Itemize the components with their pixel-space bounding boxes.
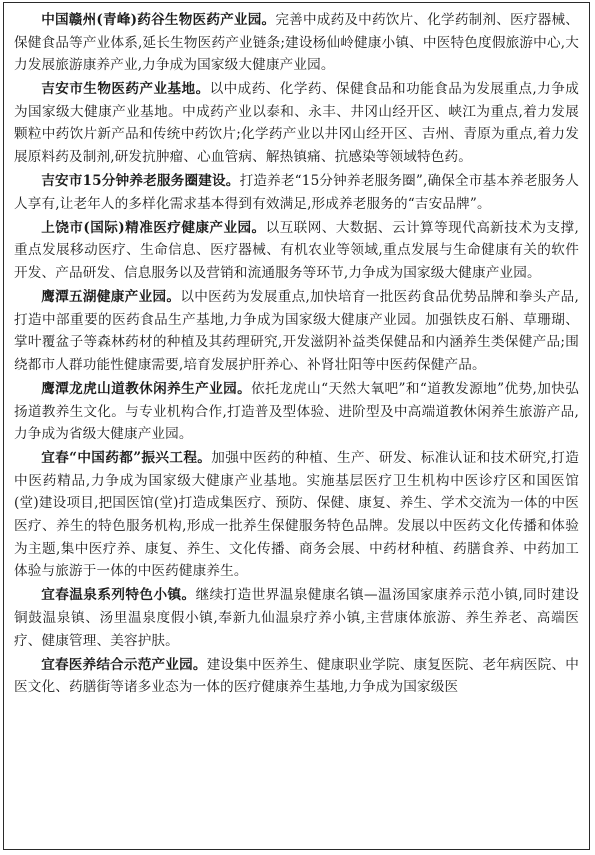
paragraph-yichun-medical-care-park: [14, 654, 579, 699]
paragraph-title: 上饶市(国际)精准医疗健康产业园。: [41, 219, 266, 236]
paragraph-body: 建设集中医养生、健康职业学院、康复医院、老年病医院、中医文化、药膳街等诸多业态为一体的医疗健康养生基地,力争成为国家级医: [14, 656, 579, 696]
paragraph-title: 宜春温泉系列特色小镇。: [41, 587, 196, 604]
paragraph-title: 吉安市生物医药产业基地。: [41, 81, 210, 98]
paragraph-jian-bio-base: [14, 78, 579, 168]
paragraph-body: 继续打造世界温泉健康名镇—温汤国家康养示范小镇,同时建设铜鼓温泉镇、汤里温泉度假小镇,奉新九仙温泉疗养小镇,主营康体旅游、养生养老、高端医疗、健康管理、美容护肤。: [14, 587, 579, 649]
paragraph-body: 完善中成药及中药饮片、化学药制剂、医疗器械、保健食品等产业体系,延长生物医药产业链条;建设杨仙岭健康小镇、中医特色度假旅游中心,大力发展旅游康养产业,力争成为国家级大健康产业园。: [14, 12, 579, 74]
paragraph-body: 打造养老“15分钟养老服务圈”,确保全市基本养老服务人人享有,让老年人的多样化需求基本得到有效满足,形成养老服务的“吉安品牌”。: [14, 173, 579, 212]
paragraph-body: 加强中医药的种植、生产、研发、标准认证和技术研究,打造中医药精品,力争成为国家级大健康产业基地。实施基层医疗卫生机构中医诊疗区和国医馆(堂)建设项目,把国医馆(堂)打造成集医疗、预防、保健、康复、养生、学术交流为一体的中医医疗、养生的特色服务机构,形成一批养生保健服务特色品牌。发展以中医药文化传播和体验为主题,集中医疗养、康复、养生、文化传播、商务会展、中药材种植、药膳食养、中药加工体验与旅游于一体的中医药健康养生。: [14, 450, 579, 580]
paragraph-title: 吉安市15分钟养老服务圈建设。: [41, 173, 240, 190]
paragraph-ganzhou-pharma-valley: [14, 9, 579, 77]
paragraph-title: 鹰潭五湖健康产业园。: [41, 289, 181, 306]
paragraph-yingtan-longhushan: [14, 378, 579, 446]
paragraph-shangrao-precision-medical: [14, 217, 579, 285]
paragraph-title: 鹰潭龙虎山道教休闲养生产业园。: [41, 381, 252, 397]
paragraph-yichun-medicine-capital: [14, 447, 579, 583]
paragraph-title: 中国赣州(青峰)药谷生物医药产业园。: [41, 12, 276, 28]
document-frame: [3, 2, 590, 850]
paragraph-body: 以中成药、化学药、保健食品和功能食品为发展重点,力争成为国家级大健康产业基地。中成药产业以泰和、永丰、井冈山经开区、峡江为重点,着力发展颗粒中药饮片新产品和传统中药饮片;化学药产业以井冈山经开区、吉州、青原为重点,着力发展原料药及制剂,研发抗肿瘤、心血管病、解热镇痛、抗感染等领域特色药。: [14, 81, 579, 166]
paragraph-body: 以中医药为发展重点,加快培育一批医药食品优势品牌和拳头产品,打造中部重要的医药食品生产基地,力争成为国家级大健康产业园。加强铁皮石斛、草珊瑚、掌叶覆盆子等森林药材的种植及其药理研究,开发滋阴补益类保健品和内涵养生类保健产品;围绕都市人群功能性健康需要,培育发展护肝养心、补肾壮阳等中医药保健产品。: [14, 289, 580, 373]
paragraph-body: 依托龙虎山“天然大氧吧”和“道教发源地”优势,加快弘扬道教养生文化。与专业机构合作,打造普及型体验、进阶型及中高端道教休闲养生旅游产品,力争成为省级大健康产业园。: [14, 381, 579, 443]
paragraph-jian-elderly-care: [14, 170, 579, 215]
paragraph-yingtan-wuhu-health: [14, 286, 579, 376]
paragraph-body: 以互联网、大数据、云计算等现代高新技术为支撑,重点发展移动医疗、生命信息、医疗器械、有机农业等领域,重点发展与生命健康有关的软件开发、产品研发、信息服务以及营销和流通服务等环节,力争成为国家级大健康产业园。: [14, 219, 579, 282]
paragraph-title: 宜春医养结合示范产业园。: [41, 656, 207, 673]
paragraph-yichun-hot-spring-towns: [14, 584, 579, 652]
paragraph-title: 宜春“中国药都”振兴工程。: [41, 450, 212, 467]
